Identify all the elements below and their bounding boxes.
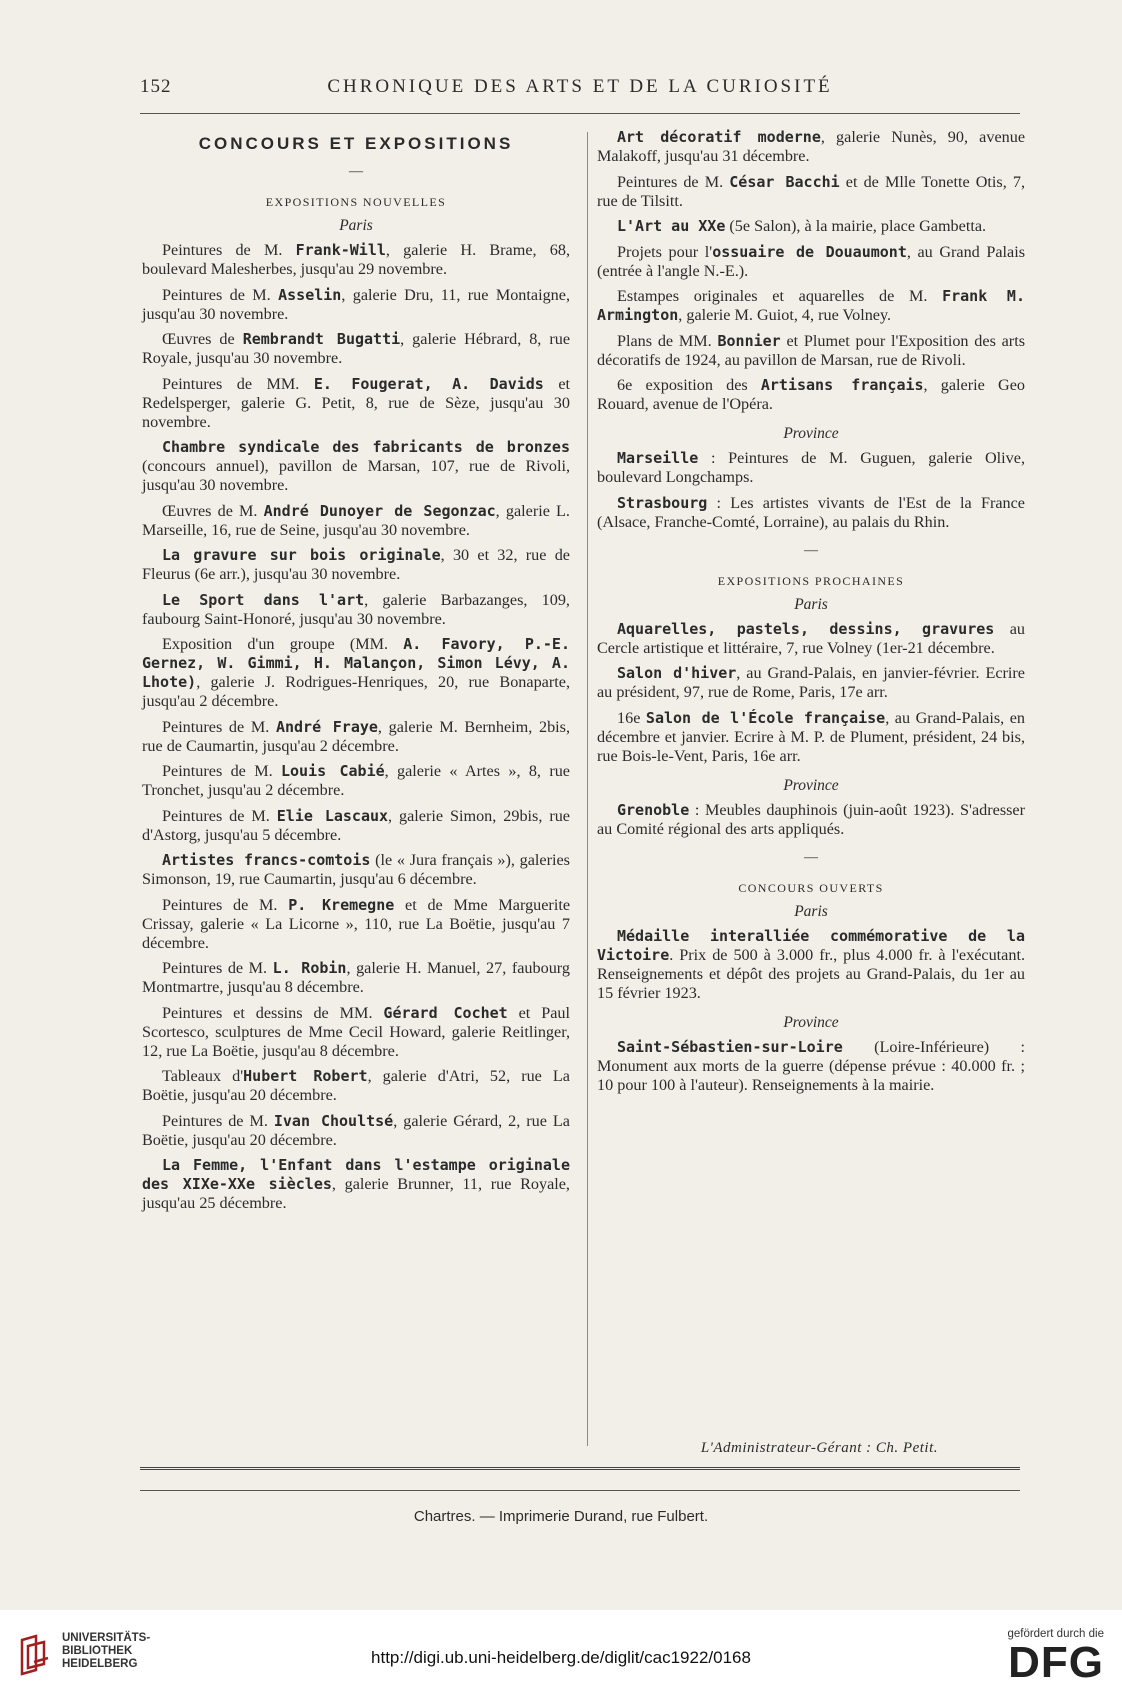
- exhibition-entry: [142, 896, 570, 953]
- entry-details: , galerie L. Marseille, 16, rue de Seine, jusqu'au 30 novembre.: [142, 501, 570, 539]
- location-province: Province: [783, 1013, 839, 1031]
- entry-prefix: Peintures de M.: [162, 285, 279, 304]
- entry-details: (concours annuel), pavillon de Marsan, 107, rue de Rivoli, jusqu'au 30 novembre.: [142, 457, 570, 494]
- entry-name: Frank M. Armington: [597, 287, 1025, 324]
- entry-prefix: Peintures de M.: [162, 1111, 274, 1130]
- entry-name: Gérard Cochet: [383, 1003, 508, 1022]
- entry-name: Aquarelles, pastels, dessins, gravures: [617, 619, 995, 638]
- entry-prefix: Peintures et dessins de MM.: [162, 1003, 384, 1022]
- exhibition-entry: [142, 591, 570, 629]
- entry-name: P. Kremegne: [288, 895, 395, 914]
- funder-branding: [1007, 1628, 1104, 1686]
- entry-details: et Plumet pour l'Exposition des arts décoratifs de 1924, au pavillon de Marsan, rue de Rivoli.: [597, 331, 1025, 369]
- entry-name: Ivan Choultsé: [273, 1111, 394, 1130]
- entry-prefix: Peintures de M.: [162, 717, 276, 736]
- exhibition-entry: [142, 1067, 570, 1105]
- exhibition-entry: [597, 332, 1025, 370]
- entry-prefix: Peintures de M.: [162, 806, 277, 825]
- entry-details: , galerie d'Atri, 52, rue La Boëtie, jusqu'au 20 décembre.: [142, 1067, 570, 1104]
- entry-details: (le « Jura français »), galeries Simonson, 19, rue Caumartin, jusqu'au 6 décembre.: [142, 851, 570, 888]
- dfg-logo: DFG: [1008, 1638, 1104, 1687]
- entry-name: André Dunoyer de Segonzac: [263, 501, 496, 520]
- entry-name: Grenoble: [617, 800, 690, 819]
- entry-name: La gravure sur bois originale: [162, 546, 441, 564]
- entry-details: , au Grand Palais (entrée à l'angle N.-E.).: [597, 242, 1026, 280]
- entry-name: Frank-Will: [295, 241, 386, 259]
- right-paris-entries: [597, 128, 1025, 414]
- entry-details: , galerie Barbazanges, 109, faubourg Saint-Honoré, jusqu'au 30 novembre.: [142, 590, 570, 628]
- funded-by-text: gefördert durch die: [1007, 1628, 1104, 1640]
- entry-details: : Meubles dauphinois (juin-août 1923). S'adresser au Comité régional des arts appliqués.: [597, 800, 1025, 838]
- entry-details: : Peintures de M. Guguen, galerie Olive, boulevard Longchamps.: [597, 449, 1025, 486]
- journal-title: CHRONIQUE DES ARTS ET DE LA CURIOSITÉ: [327, 76, 833, 97]
- subheading-prochaines: EXPOSITIONS PROCHAINES: [717, 573, 905, 588]
- subheading-nouvelles: EXPOSITIONS NOUVELLES: [265, 195, 447, 209]
- exhibition-entry: [597, 927, 1025, 1003]
- footer-rule: [140, 1490, 1020, 1491]
- entry-details: , galerie Geo Rouard, avenue de l'Opéra.: [597, 376, 1025, 413]
- entry-details: , galerie H. Manuel, 27, faubourg Montmartre, jusqu'au 8 décembre.: [142, 959, 570, 996]
- exhibition-entry: [142, 1112, 570, 1150]
- entry-name: Rembrandt Bugatti: [242, 330, 401, 348]
- entry-prefix: 6e exposition des: [617, 376, 761, 394]
- exhibition-entry: [142, 851, 570, 889]
- entry-name: Chambre syndicale des fabricants de bronzes: [162, 438, 570, 456]
- entry-prefix: Œuvres de M.: [162, 501, 264, 520]
- exhibition-entry: [142, 718, 570, 756]
- printer-imprint: Chartres. — Imprimerie Durand, rue Fulbert.: [413, 1508, 709, 1525]
- entry-details: , galerie Gérard, 2, rue La Boëtie, jusqu'au 20 décembre.: [142, 1111, 570, 1149]
- entry-details: et de Mlle Tonette Otis, 7, rue de Tilsitt.: [597, 172, 1025, 210]
- entry-name: Artistes francs-comtois: [162, 851, 371, 869]
- entry-prefix: Peintures de M.: [162, 762, 281, 780]
- entry-prefix: Projets pour l': [617, 242, 713, 261]
- exhibition-entry: [142, 807, 570, 845]
- entry-details: , au Grand-Palais, en janvier-février. Ecrire au président, 97, rue de Rome, Paris, 17e arr.: [597, 664, 1025, 701]
- entry-details: , 30 et 32, rue de Fleurus (6e arr.), jusqu'au 30 novembre.: [142, 546, 570, 583]
- exhibition-entry: [142, 635, 570, 711]
- entry-name: Salon de l'École française: [645, 708, 886, 727]
- exhibition-entry: [142, 1004, 570, 1061]
- entry-details: , galerie M. Bernheim, 2bis, rue de Caumartin, jusqu'au 2 décembre.: [142, 717, 571, 755]
- exhibition-entry: [597, 664, 1025, 702]
- left-entries: [142, 241, 570, 1213]
- location-paris: Paris: [794, 902, 828, 920]
- section-title: CONCOURS ET EXPOSITIONS: [198, 134, 514, 153]
- entry-name: Le Sport dans l'art: [162, 590, 365, 609]
- running-header: [140, 76, 1020, 104]
- location-paris: Paris: [794, 595, 828, 613]
- entry-details: . Prix de 500 à 3.000 fr., plus 4.000 fr. à l'exécutant. Renseignements et dépôt des projets au Grand-Palais, du 1er au 15 février 1923.: [597, 945, 1025, 1002]
- entry-details: , au Grand-Palais, en décembre et janvier. Ecrire à M. P. de Plument, président, 24 bis, rue Bois-le-Vent, Paris, 16e arr.: [597, 708, 1025, 765]
- entry-name: Marseille: [617, 449, 699, 467]
- exhibition-entry: [142, 286, 570, 324]
- concours-province-entries: [597, 1038, 1025, 1095]
- entry-details: (Loire-Inférieure) : Monument aux morts de la guerre (dépense prévue : 40.000 fr. ; 10 pour 100 à l'auteur). Renseignements à la mairie.: [597, 1037, 1025, 1094]
- entry-prefix: Exposition d'un groupe (MM.: [162, 635, 404, 653]
- entry-name: Elie Lascaux: [276, 806, 389, 825]
- entry-name: Bonnier: [717, 331, 781, 350]
- entry-name: Artisans français: [760, 376, 924, 394]
- entry-details: : Les artistes vivants de l'Est de la France (Alsace, Franche-Comté, Lorraine), au palais du Rhin.: [597, 493, 1025, 531]
- exhibition-entry: [142, 241, 570, 279]
- exhibition-entry: [142, 959, 570, 997]
- exhibition-entry: [597, 287, 1025, 325]
- entry-name: Art décoratif moderne: [617, 128, 821, 146]
- entry-details: (5e Salon), à la mairie, place Gambetta.: [725, 217, 987, 235]
- prochaines-paris-entries: [597, 620, 1025, 766]
- entry-name: ossuaire de Douaumont: [712, 242, 907, 261]
- page-number: 152: [140, 76, 172, 97]
- subheading-concours: CONCOURS OUVERTS: [738, 880, 884, 895]
- entry-prefix: 16e: [617, 708, 646, 727]
- exhibition-entry: [597, 376, 1025, 414]
- entry-name: Hubert Robert: [243, 1067, 368, 1085]
- entry-name: Saint-Sébastien-sur-Loire: [617, 1037, 843, 1056]
- entry-prefix: Plans de MM.: [617, 331, 718, 350]
- header-rule: [140, 113, 1020, 114]
- entry-prefix: Peintures de M.: [162, 241, 296, 259]
- entry-details: , galerie Hébrard, 8, rue Royale, jusqu'au 30 novembre.: [142, 330, 570, 367]
- exhibition-entry: [142, 762, 570, 800]
- entry-prefix: Estampes originales et aquarelles de M.: [617, 287, 943, 305]
- exhibition-entry: [597, 1038, 1025, 1095]
- entry-name: L. Robin: [272, 959, 347, 977]
- entry-prefix: Tableaux d': [162, 1067, 244, 1085]
- exhibition-entry: [142, 330, 570, 368]
- left-column: [142, 128, 570, 1220]
- entry-details: , galerie « Artes », 8, rue Tronchet, jusqu'au 2 décembre.: [142, 762, 570, 799]
- entry-name: Asselin: [278, 285, 342, 304]
- entry-details: , galerie Simon, 29bis, rue d'Astorg, jusqu'au 5 décembre.: [142, 806, 570, 844]
- location-province: Province: [783, 425, 839, 442]
- entry-prefix: Œuvres de: [162, 330, 243, 348]
- administrator-signature: L'Administrateur-Gérant : Ch. Petit.: [700, 1440, 938, 1456]
- entry-details: au Cercle artistique et littéraire, 7, rue Volney (1er-21 décembre.: [597, 619, 1025, 657]
- entry-details: , galerie H. Brame, 68, boulevard Malesherbes, jusqu'au 29 novembre.: [142, 241, 570, 278]
- exhibition-entry: [142, 375, 570, 432]
- concours-paris-entries: [597, 927, 1025, 1003]
- exhibition-entry: [597, 449, 1025, 487]
- entry-name: La Femme, l'Enfant dans l'estampe originale des XIXe-XXe siècles: [142, 1156, 570, 1193]
- location-province: Province: [783, 776, 839, 794]
- exhibition-entry: [597, 128, 1025, 166]
- digitization-footer-bar: [0, 1610, 1122, 1705]
- entry-prefix: Peintures de M.: [162, 959, 273, 977]
- exhibition-entry: [142, 1156, 570, 1213]
- entry-details: et de Mme Marguerite Crissay, galerie « La Licorne », 110, rue La Boëtie, jusqu'au 7 décembre.: [142, 895, 571, 952]
- entry-details: et Redelsperger, galerie G. Petit, 8, rue de Sèze, jusqu'au 30 novembre.: [142, 374, 570, 431]
- exhibition-entry: [597, 620, 1025, 658]
- exhibition-entry: [597, 709, 1025, 766]
- entry-prefix: Peintures de M.: [617, 172, 730, 191]
- right-province-entries: [597, 449, 1025, 532]
- exhibition-entry: [142, 502, 570, 540]
- right-column: [597, 128, 1025, 1101]
- library-name: UNIVERSITÄTS- BIBLIOTHEK HEIDELBERG: [62, 1632, 151, 1670]
- exhibition-entry: [597, 243, 1025, 281]
- exhibition-entry: [597, 494, 1025, 532]
- location-paris: Paris: [339, 217, 373, 234]
- entry-name: L'Art au XXe: [617, 217, 726, 235]
- exhibition-entry: [597, 217, 1025, 236]
- footer-double-rule: [140, 1467, 1020, 1470]
- entry-details: , galerie J. Rodrigues-Henriques, 20, rue Bonaparte, jusqu'au 2 décembre.: [142, 673, 570, 710]
- entry-details: , galerie Nunès, 90, avenue Malakoff, jusqu'au 31 décembre.: [597, 128, 1026, 165]
- entry-details: , galerie M. Guiot, 4, rue Volney.: [678, 306, 892, 324]
- exhibition-entry: [142, 438, 570, 495]
- entry-details: et Paul Scortesco, sculptures de Mme Cecil Howard, galerie Reitlinger, 12, rue La Boëtie, jusqu'au 8 décembre.: [142, 1003, 571, 1060]
- exhibition-entry: [142, 546, 570, 584]
- entry-name: E. Fougerat, A. Davids: [313, 374, 544, 393]
- entry-name: Médaille interalliée commémorative de la Victoire: [597, 926, 1025, 964]
- prochaines-province-entries: [597, 801, 1025, 839]
- entry-name: Salon d'hiver: [617, 664, 737, 682]
- entry-details: , galerie Brunner, 11, rue Royale, jusqu'au 25 décembre.: [142, 1175, 570, 1212]
- entry-prefix: Peintures de M.: [162, 895, 289, 914]
- source-url-link[interactable]: http://digi.ub.uni-heidelberg.de/diglit/cac1922/0168: [371, 1648, 751, 1667]
- exhibition-entry: [597, 801, 1025, 839]
- column-divider: [587, 132, 588, 1446]
- section-dash: —: [349, 164, 363, 179]
- entry-name: André Fraye: [275, 717, 378, 736]
- entry-prefix: Peintures de MM.: [162, 374, 314, 393]
- entry-name: A. Favory, P.-E. Gernez, W. Gimmi, H. Malançon, Simon Lévy, A. Lhote): [142, 635, 570, 691]
- exhibition-entry: [597, 173, 1025, 211]
- entry-details: , galerie Dru, 11, rue Montaigne, jusqu'au 30 novembre.: [142, 285, 570, 323]
- entry-name: Louis Cabié: [281, 762, 385, 780]
- divider-dash: —: [804, 849, 818, 865]
- divider-dash: —: [804, 542, 818, 558]
- entry-name: Strasbourg: [617, 493, 708, 512]
- entry-name: César Bacchi: [729, 172, 840, 191]
